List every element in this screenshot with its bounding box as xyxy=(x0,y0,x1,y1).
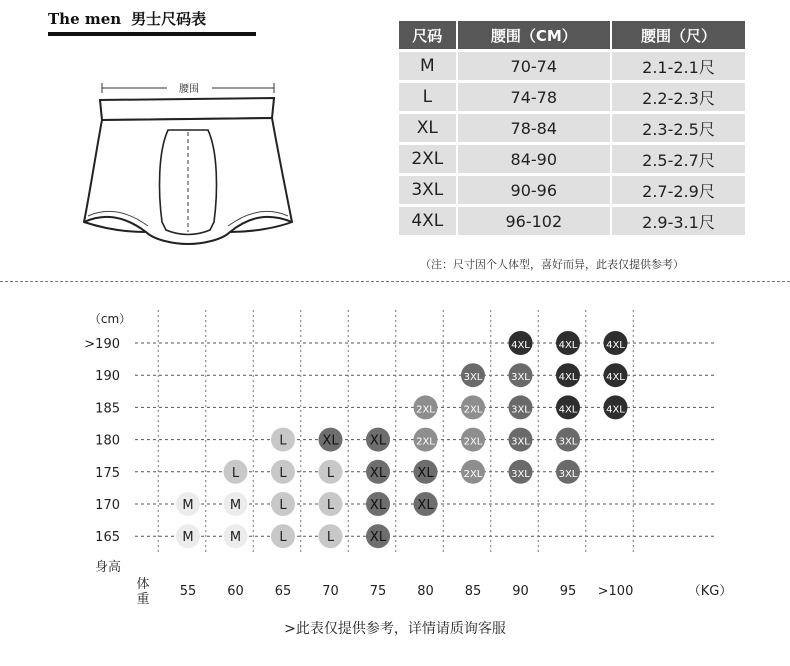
size-mark-label: XL xyxy=(369,530,387,546)
y-tick-label: 165 xyxy=(95,530,120,546)
size-mark xyxy=(271,428,295,452)
footer-note: >此表仅提供参考，详情请质询客服 xyxy=(284,621,506,637)
size-mark xyxy=(414,492,438,516)
size-mark xyxy=(461,428,485,452)
size-mark xyxy=(556,363,580,387)
size-mark xyxy=(366,492,390,516)
size-mark xyxy=(176,492,200,516)
size-cell: M xyxy=(399,52,456,80)
size-mark-label: M xyxy=(182,498,194,513)
size-mark-label: 2XL xyxy=(463,404,483,416)
size-mark-label: 4XL xyxy=(558,404,578,416)
size-mark xyxy=(271,492,295,516)
waist-chi-cell: 2.9-3.1尺 xyxy=(612,207,745,235)
size-mark-label: 3XL xyxy=(511,436,530,448)
size-mark xyxy=(604,395,628,419)
size-mark xyxy=(224,492,248,516)
waist-chi-cell: 2.5-2.7尺 xyxy=(612,145,745,173)
x-tick-label: 85 xyxy=(464,584,482,599)
size-mark xyxy=(414,428,438,452)
y-tick-label: 190 xyxy=(95,369,120,385)
waist-chi-cell: 2.2-2.3尺 xyxy=(612,83,745,111)
size-mark xyxy=(556,428,580,452)
size-mark-label: 3XL xyxy=(511,468,530,480)
header-waist-chi: 腰围（尺） xyxy=(612,21,745,49)
size-mark-label: 2XL xyxy=(416,404,435,416)
size-mark-label: L xyxy=(326,465,335,481)
size-mark-label: XL xyxy=(417,465,434,481)
size-mark xyxy=(509,331,533,355)
size-mark-label: XL xyxy=(369,465,387,481)
waist-cm-cell: 70-74 xyxy=(458,52,610,80)
x-axis-title-char: 体 xyxy=(136,577,150,592)
x-axis-tick-labels xyxy=(180,584,634,599)
size-cell: L xyxy=(399,83,456,111)
size-mark-label: XL xyxy=(369,498,387,513)
size-mark-label: XL xyxy=(417,498,434,513)
page-title: 男士尺码表 xyxy=(131,10,207,28)
table-row xyxy=(399,145,745,173)
size-mark-label: L xyxy=(279,433,287,449)
x-tick-label: 65 xyxy=(274,584,292,599)
size-mark xyxy=(319,460,343,484)
size-mark-label: M xyxy=(229,530,242,546)
size-mark-label: L xyxy=(279,498,287,513)
size-mark xyxy=(271,524,295,548)
waistband xyxy=(100,98,274,120)
x-axis-unit: （KG） xyxy=(687,584,733,599)
waist-cm-cell: 90-96 xyxy=(458,176,610,204)
size-mark-label: L xyxy=(279,465,287,481)
size-mark xyxy=(366,428,390,452)
size-mark xyxy=(224,460,248,484)
size-cell: XL xyxy=(399,114,456,142)
page-header xyxy=(48,8,206,32)
section-divider xyxy=(0,281,790,282)
size-mark-label: M xyxy=(182,530,194,546)
size-mark xyxy=(319,524,343,548)
table-row xyxy=(399,52,745,80)
waist-cm-cell: 96-102 xyxy=(458,207,610,235)
size-mark xyxy=(461,460,485,484)
header-size: 尺码 xyxy=(399,21,456,49)
size-mark-label: 2XL xyxy=(463,436,483,448)
y-tick-label: 180 xyxy=(95,433,120,449)
size-mark-label: 4XL xyxy=(606,372,625,384)
size-mark-label: L xyxy=(326,530,335,546)
size-mark-label: 4XL xyxy=(558,340,578,351)
size-mark-label: L xyxy=(326,498,335,513)
size-mark xyxy=(366,524,390,548)
size-mark xyxy=(319,428,343,452)
size-cell: 2XL xyxy=(399,145,456,173)
y-tick-label: >190 xyxy=(84,337,120,352)
size-mark xyxy=(509,363,533,387)
size-mark xyxy=(461,395,485,419)
size-mark xyxy=(414,460,438,484)
table-row xyxy=(399,176,745,204)
waist-chi-cell: 2.1-2.1尺 xyxy=(612,52,745,80)
size-mark-label: 4XL xyxy=(606,340,625,351)
y-axis-tick-labels xyxy=(84,337,120,545)
size-mark xyxy=(509,460,533,484)
size-table xyxy=(397,18,747,238)
underwear-illustration xyxy=(82,72,302,252)
size-mark xyxy=(414,395,438,419)
y-axis-title: 身高 xyxy=(94,560,122,575)
x-tick-label: 95 xyxy=(559,584,577,599)
size-mark xyxy=(366,460,390,484)
x-tick-label: >100 xyxy=(597,584,634,599)
size-mark-label: 4XL xyxy=(606,404,625,416)
size-mark xyxy=(509,395,533,419)
size-mark xyxy=(556,395,580,419)
table-row xyxy=(399,114,745,142)
x-tick-label: 75 xyxy=(369,584,387,599)
table-row xyxy=(399,83,745,111)
size-mark-label: 3XL xyxy=(511,372,530,384)
x-tick-label: 90 xyxy=(512,584,529,599)
size-mark xyxy=(176,524,200,548)
size-mark xyxy=(604,363,628,387)
size-table-header-row xyxy=(399,21,745,49)
waist-cm-cell: 78-84 xyxy=(458,114,610,142)
waist-label: 腰围 xyxy=(179,84,199,95)
size-mark-label: 3XL xyxy=(511,404,530,416)
brand-name: The men xyxy=(48,10,122,28)
size-mark-label: 3XL xyxy=(463,372,483,384)
size-mark-label: 4XL xyxy=(558,372,578,384)
y-tick-label: 170 xyxy=(95,498,120,513)
height-weight-size-chart xyxy=(0,290,790,610)
y-tick-label: 185 xyxy=(95,401,120,417)
x-tick-label: 55 xyxy=(179,584,197,599)
header-waist-cm: 腰围（CM） xyxy=(458,21,610,49)
size-mark-label: L xyxy=(279,530,287,546)
x-tick-label: 80 xyxy=(417,584,434,599)
waist-chi-cell: 2.3-2.5尺 xyxy=(612,114,745,142)
size-mark xyxy=(556,460,580,484)
size-mark-label: 4XL xyxy=(511,340,530,351)
waist-chi-cell: 2.7-2.9尺 xyxy=(612,176,745,204)
x-axis-title-char: 重 xyxy=(136,592,150,607)
size-mark-label: L xyxy=(231,465,240,481)
size-cell: 3XL xyxy=(399,176,456,204)
y-axis-unit: （cm） xyxy=(88,312,132,326)
size-table-note: （注：尺寸因个人体型，喜好而异，此表仅提供参考） xyxy=(420,258,684,271)
size-mark xyxy=(604,331,628,355)
size-mark-label: XL xyxy=(322,433,339,449)
waist-cm-cell: 74-78 xyxy=(458,83,610,111)
y-tick-label: 175 xyxy=(95,465,120,481)
size-mark xyxy=(556,331,580,355)
size-mark xyxy=(224,524,248,548)
waist-cm-cell: 84-90 xyxy=(458,145,610,173)
x-tick-label: 60 xyxy=(227,584,244,599)
size-mark xyxy=(271,460,295,484)
header-underline xyxy=(48,32,256,36)
size-mark xyxy=(509,428,533,452)
table-row xyxy=(399,207,745,235)
size-cell: 4XL xyxy=(399,207,456,235)
size-mark-label: 2XL xyxy=(416,436,435,448)
x-tick-label: 70 xyxy=(322,584,339,599)
size-mark-label: 2XL xyxy=(463,468,483,480)
size-mark-label: XL xyxy=(369,433,387,449)
size-mark xyxy=(461,363,485,387)
size-mark-label: 3XL xyxy=(558,468,578,480)
size-mark-label: M xyxy=(229,498,242,513)
size-mark-label: 3XL xyxy=(558,436,578,448)
size-mark xyxy=(319,492,343,516)
